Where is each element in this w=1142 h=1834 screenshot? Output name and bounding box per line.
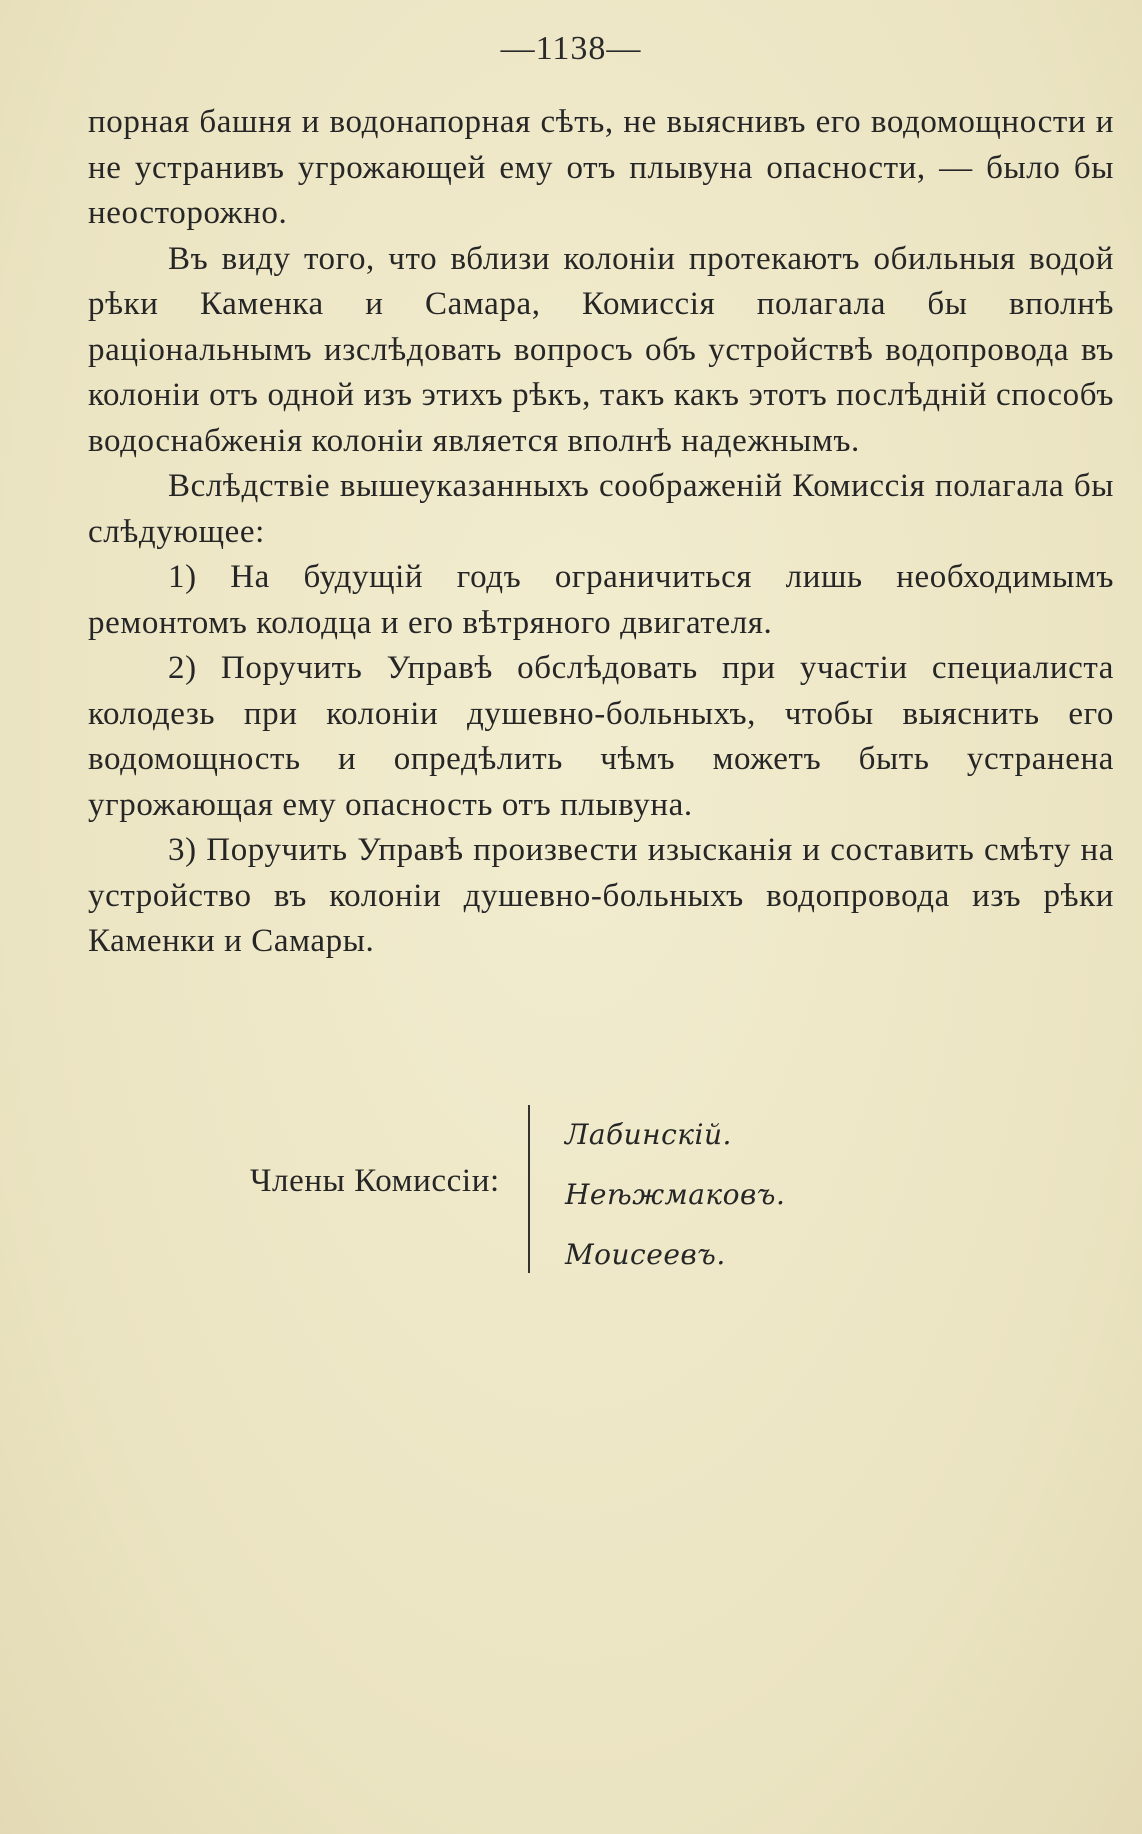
- signature-name: Неѣжмаковъ.: [565, 1178, 786, 1211]
- body-text: [88, 100, 1114, 965]
- list-item-1: 1) На будущій годъ ограничиться лишь необходимымъ ремонтомъ колодца и его вѣтряного двигателя.: [88, 559, 1114, 641]
- paragraph-conclusion: Вслѣдствіе вышеуказанныхъ соображеній Комиссія полагала бы слѣдующее:: [88, 468, 1114, 550]
- signature-names: [565, 1105, 785, 1285]
- signature-name: Лабинскій.: [565, 1118, 732, 1151]
- paragraph-continuation: порная башня и водонапорная сѣть, не выяснивъ его водомощности и не устранивъ угрожающей ему отъ плывуна опасности, — было бы неосторожно.: [88, 104, 1114, 231]
- paragraph-rivers: Въ виду того, что вблизи колоніи протекаютъ обильныя водой рѣки Каменка и Самара, Комиссія полагала бы вполнѣ раціональнымъ изслѣдовать вопросъ объ устройствѣ водопровода въ колоніи отъ одной изъ этихъ рѣкъ, такъ какъ этотъ послѣдній способъ водоснабженія колоніи является вполнѣ надежнымъ.: [88, 240, 1114, 459]
- list-item-2: 2) Поручить Управѣ обслѣдовать при участіи специалиста колодезь при колоніи душевно-больныхъ, чтобы выяснить его водомощность и опредѣлить чѣмъ можетъ быть устранена угрожающая ему опасность отъ плывуна.: [88, 650, 1114, 823]
- brace-divider: [528, 1105, 544, 1273]
- list-item-3: 3) Поручить Управѣ произвести изысканія и составить смѣту на устройство въ колоніи душевно-больныхъ водопровода изъ рѣки Каменки и Самары.: [88, 832, 1114, 959]
- signature-block: [0, 1095, 1142, 1275]
- signature-label: Члены Комиссіи:: [250, 1163, 500, 1199]
- signature-name: Моисеевъ.: [565, 1238, 726, 1271]
- page-number: —1138—: [500, 30, 642, 67]
